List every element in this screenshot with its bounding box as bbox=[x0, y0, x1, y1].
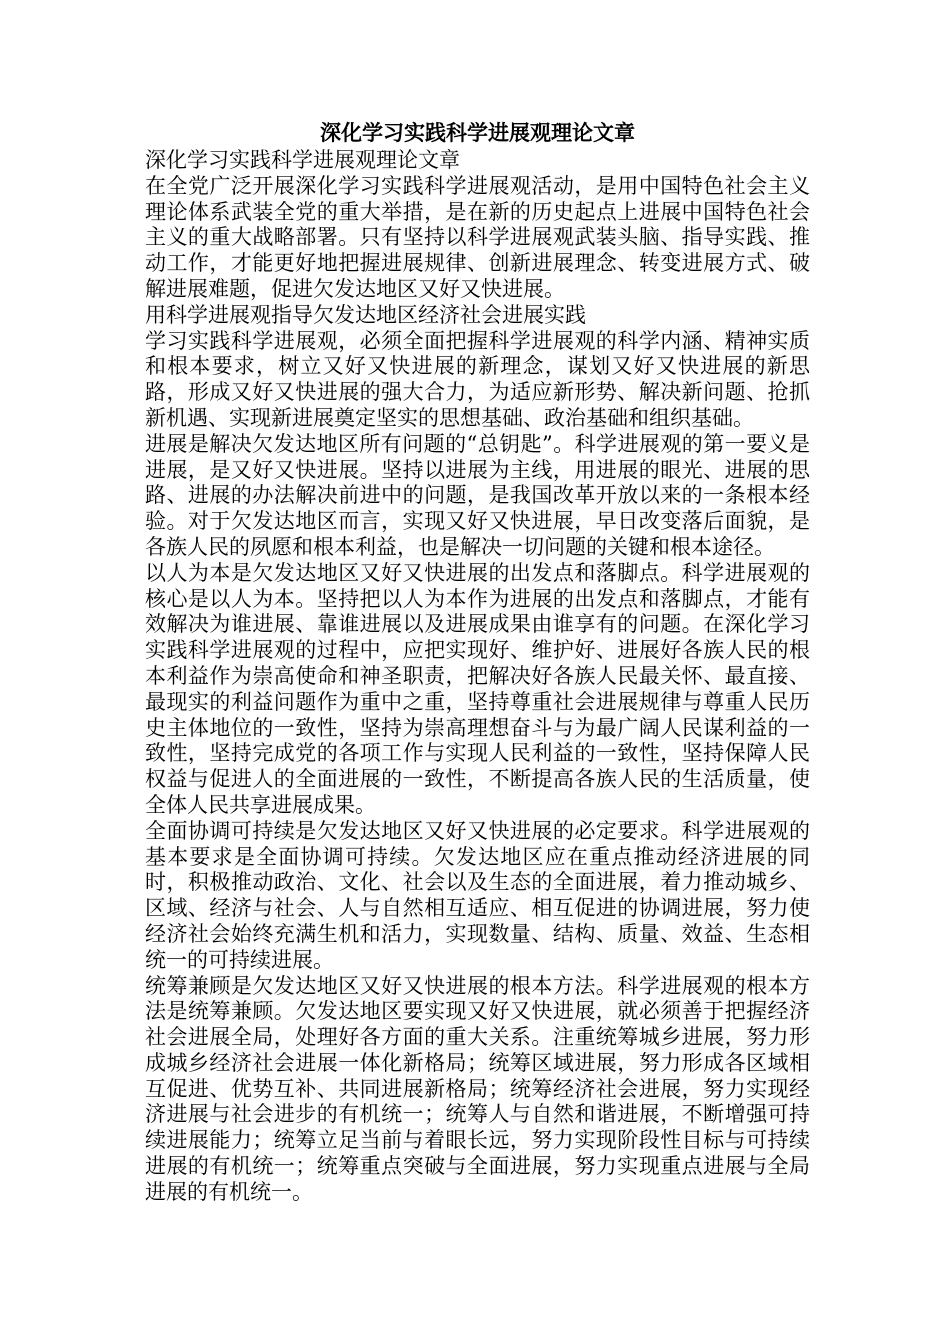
paragraph-comprehensive: 全面协调可持续是欠发达地区又好又快进展的必定要求。科学进展观的基本要求是全面协调可持续。欠发达地区应在重点推动经济进展的同时，积极推动政治、文化、社会以及生态的全面进展，着力推动城乡、区域、经济与社会、人与自然相互适应、相互促进的协调进展，努力使经济社会始终充满生机和活力，实现数量、结构、质量、效益、生态相统一的可持续进展。 bbox=[145, 818, 810, 972]
paragraph-intro: 在全党广泛开展深化学习实践科学进展观活动，是用中国特色社会主义理论体系武装全党的重大举措，是在新的历史起点上进展中国特色社会主义的重大战略部署。只有坚持以科学进展观武装头脑、指导实践、推动工作，才能更好地把握进展规律、创新进展理念、转变进展方式、破解进展难题，促进欠发达地区又好又快进展。 bbox=[145, 173, 810, 301]
paragraph-subtitle: 深化学习实践科学进展观理论文章 bbox=[145, 148, 460, 172]
document-page bbox=[145, 118, 810, 1206]
paragraph-study-practice: 学习实践科学进展观，必须全面把握科学进展观的科学内涵、精神实质和根本要求，树立又好又快进展的新理念，谋划又好又快进展的新思路，形成又好又快进展的强大合力，为适应新形势、解决新问题、抢抓新机遇、实现新进展奠定坚实的思想基础、政治基础和组织基础。 bbox=[145, 328, 810, 430]
section-heading: 用科学进展观指导欠发达地区经济社会进展实践 bbox=[145, 302, 586, 327]
paragraph-people-oriented: 以人为本是欠发达地区又好又快进展的出发点和落脚点。科学进展观的核心是以人为本。坚持把以人为本作为进展的出发点和落脚点，才能有效解决为谁进展、靠谁进展以及进展成果由谁享有的问题。在深化学习实践科学进展观的过程中，应把实现好、维护好、进展好各族人民的根本利益作为崇高使命和神圣职责，把解决好各族人民最关怀、最直接、最现实的利益问题作为重中之重，坚持尊重社会进展规律与尊重人民历史主体地位的一致性，坚持为崇高理想奋斗与为最广阔人民谋利益的一致性，坚持完成党的各项工作与实现人民利益的一致性，坚持保障人民权益与促进人的全面进展的一致性，不断提高各族人民的生活质量，使全体人民共享进展成果。 bbox=[145, 560, 810, 817]
paragraph-overall-planning: 统筹兼顾是欠发达地区又好又快进展的根本方法。科学进展观的根本方法是统筹兼顾。欠发达地区要实现又好又快进展，就必须善于把握经济社会进展全局，处理好各方面的重大关系。注重统筹城乡进展，努力形成城乡经济社会进展一体化新格局；统筹区域进展，努力形成各区域相互促进、优势互补、共同进展新格局；统筹经济社会进展，努力实现经济进展与社会进步的有机统一；统筹人与自然和谐进展，不断增强可持续进展能力；统筹立足当前与着眼长远，努力实现阶段性目标与可持续进展的有机统一；统筹重点突破与全面进展，努力实现重点进展与全局进展的有机统一。 bbox=[145, 973, 810, 1204]
paragraph-development: 进展是解决欠发达地区所有问题的“总钥匙”。科学进展观的第一要义是进展，是又好又快进展。坚持以进展为主线，用进展的眼光、进展的思路、进展的办法解决前进中的问题，是我国改革开放以来的一条根本经验。对于欠发达地区而言，实现又好又快进展，早日改变落后面貌，是各族人民的夙愿和根本利益，也是解决一切问题的关键和根本途径。 bbox=[145, 431, 810, 559]
document-title: 深化学习实践科学进展观理论文章 bbox=[320, 120, 635, 145]
